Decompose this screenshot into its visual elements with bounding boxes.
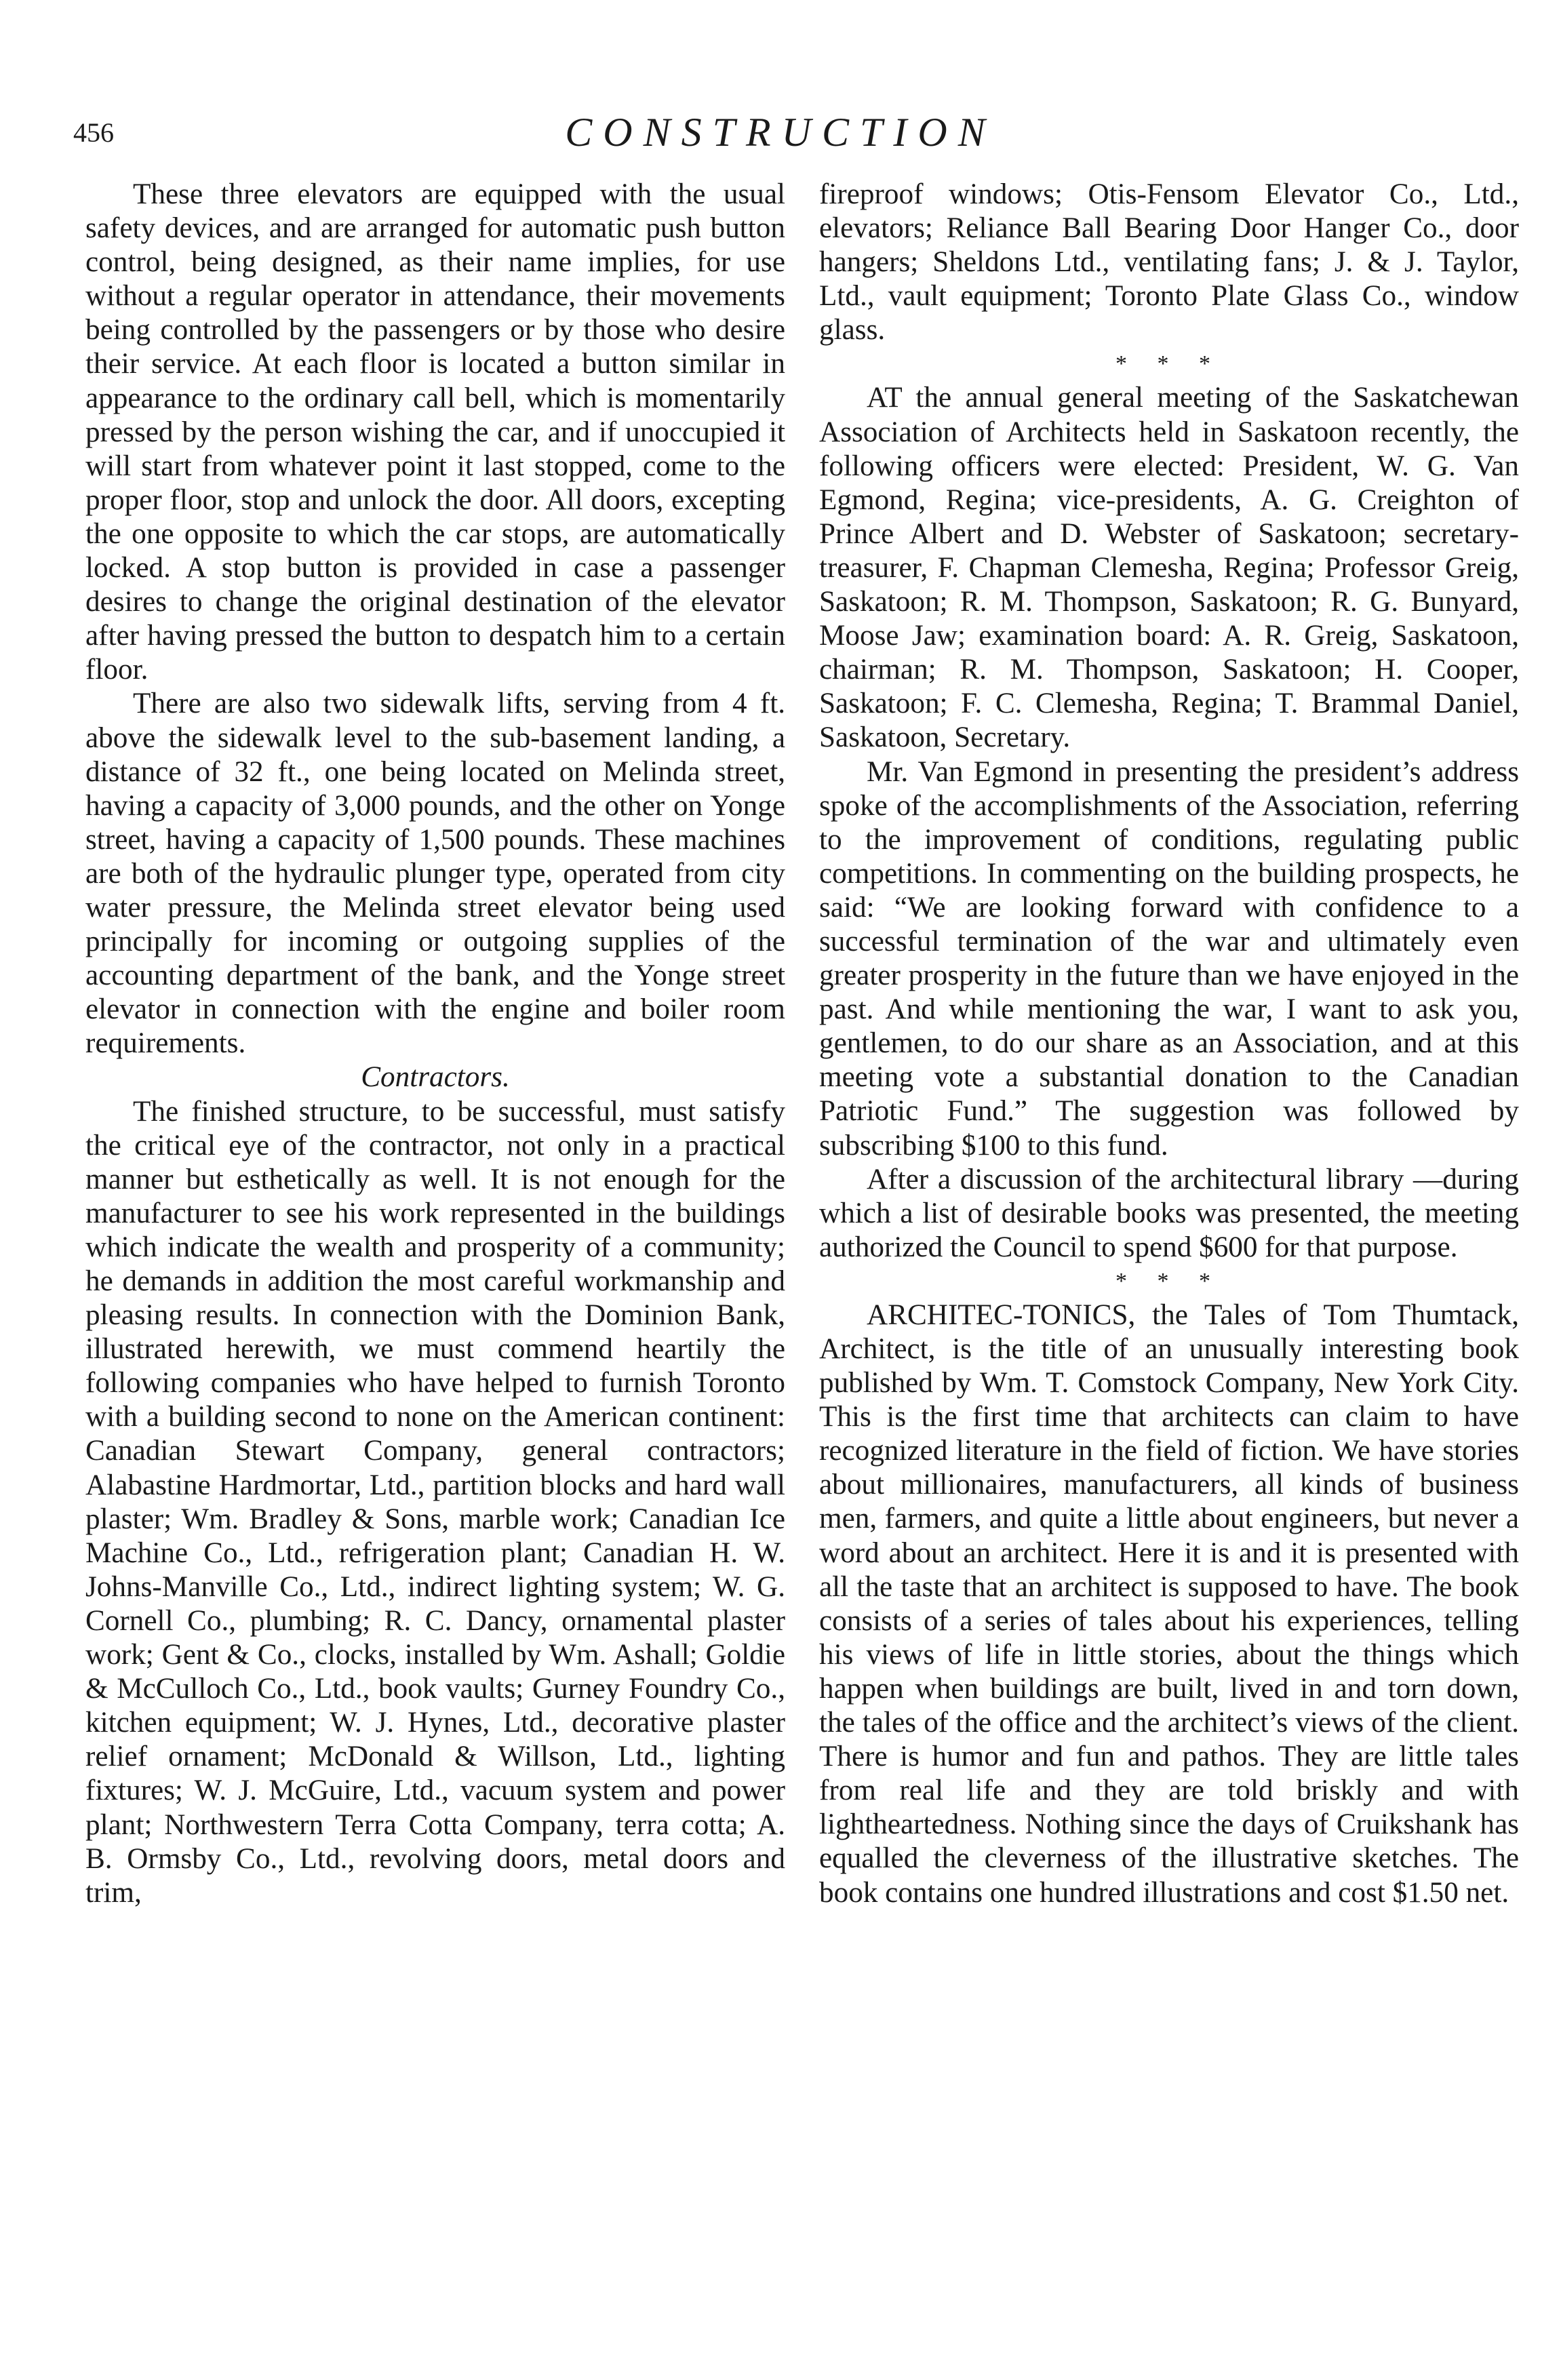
right-column [819,178,1519,1910]
paragraph-saskatchewan-meeting: AT the annual general meeting of the Saskatchewan Association of Architects held in Saskatoon recently, the following officers were elected: President, W. G. Van Egmond, Regina; vice-presidents, A. G. Creighton of Prince Albert and D. Webster of Saskatoon; secretary-treasurer, F. Chapman Clemesha, Regina; Professor Greig, Saskatoon; R. M. Thompson, Saskatoon; R. G. Bunyard, Moose Jaw; examination board: A. R. Greig, Saskatoon, chairman; R. M. Thompson, Saskatoon; H. Cooper, Saskatoon; F. C. Clemesha, Regina; T. Brammal Daniel, Saskatoon, Secretary. [819,382,1519,754]
section-heading-contractors: Contractors. [361,1061,510,1094]
paragraph-library: After a discussion of the architectural library —during which a list of desirable books was presented, the meeting authorized the Council to spend $600 for that purpose. [819,1163,1519,1263]
page-number: 456 [73,117,114,148]
section-separator: * * * [1115,351,1223,377]
paragraph-architec-tonics: ARCHITEC-TONICS, the Tales of Tom Thumtack, Architect, is the title of an unusually interesting book published by Wm. T. Comstock Company, New York City. This is the first time that architects can claim to have recognized literature in the field of fiction. We have stories about millionaires, manufacturers, all kinds of business men, farmers, and quite a little about engineers, but never a word about an architect. Here it is and it is presented with all the taste that an architect is supposed to have. The book consists of a series of tales about his experiences, telling his views of life in little stories, about the things which happen when buildings are built, lived in and torn down, the tales of the office and the architect’s views of the client. There is humor and fun and pathos. They are little tales from real life and they are told briskly and with lightheartedness. Nothing since the days of Cruikshank has equalled the cleverness of the illustrative sketches. The book contains one hundred illustrations and cost $1.50 net. [819,1298,1519,1909]
paragraph-presidents-address: Mr. Van Egmond in presenting the president’s address spoke of the accomplishments of the Association, referring to the improvement of conditions, regulating public competitions. In commenting on the building prospects, he said: “We are looking forward with confidence to a successful termination of the war and ultimately even greater prosperity in the future than we have enjoyed in the past. And while mentioning the war, I want to ask you, gentlemen, to do our share as an Association, and at this meeting vote a substantial donation to the Canadian Patriotic Fund.” The suggestion was followed by subscribing $100 to this fund. [819,755,1519,1162]
paragraph-sidewalk-lifts: There are also two sidewalk lifts, serving from 4 ft. above the sidewalk level to the sub-basement landing, a distance of 32 ft., one being located on Melinda street, having a capacity of 3,000 pounds, and the other on Yonge street, having a capacity of 1,500 pounds. These machines are both of the hydraulic plunger type, operated from city water pressure, the Melinda street elevator being used principally for incoming or outgoing supplies of the accounting department of the bank, and the Yonge street elevator in connection with the engine and boiler room requirements. [85,688,785,1060]
paragraph-elevators: These three elevators are equipped with the usual safety devices, and are arranged for automatic push button control, being designed, as their name implies, for use without a regular operator in attendance, their movements being controlled by the passengers or by those who desire their service. At each floor is located a button similar in appearance to the ordinary call bell, which is momentarily pressed by the person wishing the car, and if unoccupied it will start from whatever point it last stopped, come to the proper floor, stop and unlock the door. All doors, excepting the one opposite to which the car stops, are automatically locked. A stop button is provided in case a passenger desires to change the original destination of the elevator after having pressed the button to despatch him to a certain floor. [85,178,785,686]
left-column [85,178,785,1910]
section-separator: * * * [1115,1268,1223,1294]
paragraph-contractors: The finished structure, to be successful, must satisfy the critical eye of the contractor, not only in a practical manner but esthetically as well. It is not enough for the manufacturer to see his work represented in the buildings which indicate the wealth and prosperity of a community; he demands in addition the most careful workmanship and pleasing results. In connection with the Dominion Bank, illustrated herewith, we must commend heartily the following companies who have helped to furnish Toronto with a building second to none on the American continent: Canadian Stewart Company, general contractors; Alabastine Hardmortar, Ltd., partition blocks and hard wall plaster; Wm. Bradley & Sons, marble work; Canadian Ice Machine Co., Ltd., refrigeration plant; Canadian H. W. Johns-Manville Co., Ltd., indirect lighting system; W. G. Cornell Co., plumbing; R. C. Dancy, ornamental plaster work; Gent & Co., clocks, installed by Wm. Ashall; Goldie & McCulloch Co., Ltd., book vaults; Gurney Foundry Co., kitchen equipment; W. J. Hynes, Ltd., decorative plaster relief ornament; McDonald & Willson, Ltd., lighting fixtures; W. J. McGuire, Ltd., vacuum system and power plant; Northwestern Terra Cotta Company, terra cotta; A. B. Ormsby Co., Ltd., revolving doors, metal doors and trim, [85,1095,785,1909]
paragraph-contractors-continued: fireproof windows; Otis-Fensom Elevator Co., Ltd., elevators; Reliance Ball Bearing Door Hanger Co., door hangers; Sheldons Ltd., ventilating fans; J. & J. Taylor, Ltd., vault equipment; Toronto Plate Glass Co., window glass. [819,178,1519,346]
running-title: CONSTRUCTION [565,110,996,155]
